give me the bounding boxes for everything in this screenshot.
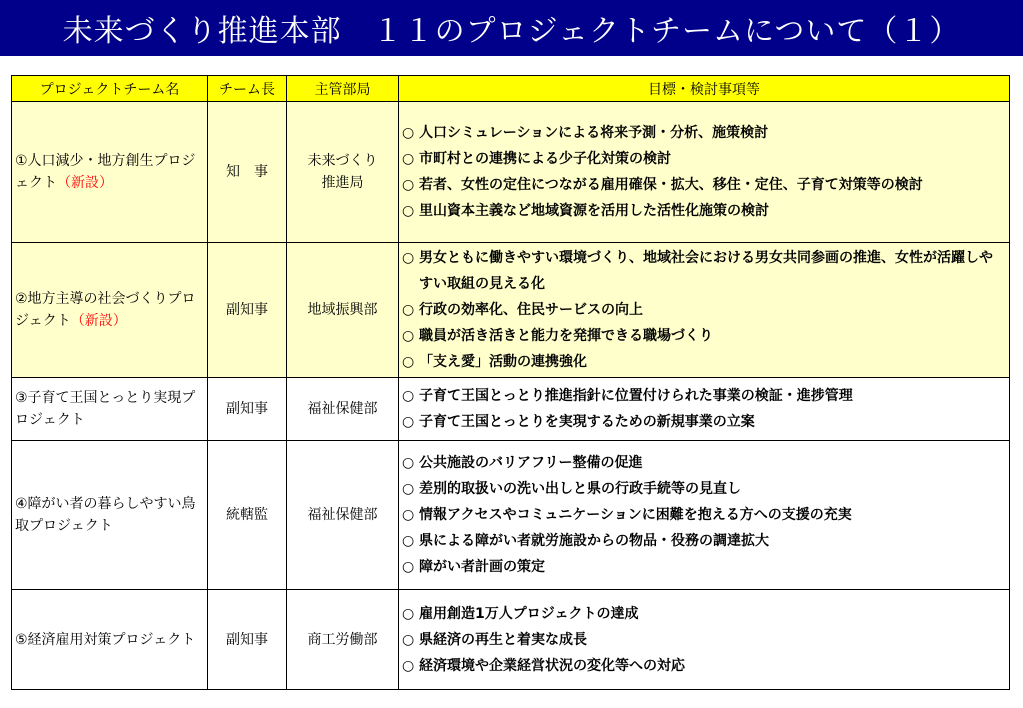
goals-cell [399, 378, 1010, 441]
goal-item [402, 323, 1005, 349]
table-row [12, 378, 1010, 441]
table-row [12, 441, 1010, 590]
team-name: ⑤経済雇用対策プロジェクト [15, 631, 196, 648]
department: 福祉保健部 [307, 401, 378, 417]
header-goals: 目標・検討事項等 [399, 76, 1010, 102]
circle-bullet-icon: ○ [402, 455, 415, 471]
team-name-cell [12, 378, 208, 441]
goal-item [402, 120, 1005, 146]
circle-bullet-icon: ○ [402, 151, 415, 167]
goal-item [402, 601, 1005, 627]
goal-text: 差別的取扱いの洗い出しと県の行政手続等の見直し [419, 481, 741, 497]
circle-bullet-icon: ○ [402, 507, 415, 523]
goal-item [402, 297, 1005, 323]
goals-cell [399, 441, 1010, 590]
goal-text: 経済環境や企業経営状況の変化等への対応 [419, 657, 685, 674]
goal-item [402, 476, 1005, 502]
goal-item [402, 198, 1005, 224]
circle-bullet-icon: ○ [402, 631, 415, 648]
table-header-row [12, 76, 1010, 102]
circle-bullet-icon: ○ [402, 481, 415, 497]
circle-bullet-icon: ○ [402, 388, 415, 404]
new-label: （新設） [70, 313, 127, 329]
goal-text: 「支え愛」活動の連携強化 [419, 354, 587, 370]
goal-item [402, 146, 1005, 172]
goal-item [402, 528, 1005, 554]
leader-cell [208, 441, 287, 590]
goal-text: 職員が活き活きと能力を発揮できる職場づくり [419, 328, 713, 344]
department-cell [287, 102, 399, 243]
team-name-cell [12, 243, 208, 378]
goal-text: 行政の効率化、住民サービスの向上 [419, 302, 643, 318]
goal-item [402, 383, 1005, 409]
goal-item [402, 172, 1005, 198]
team-leader: 副知事 [226, 401, 268, 417]
goal-item [402, 627, 1005, 653]
goal-text: 県経済の再生と着実な成長 [419, 631, 587, 648]
circle-bullet-icon: ○ [402, 250, 415, 266]
goals-cell [399, 590, 1010, 690]
goal-text: 雇用創造1万人プロジェクトの達成 [419, 605, 639, 622]
department: 未来づくり推進局 [307, 153, 378, 191]
circle-bullet-icon: ○ [402, 354, 415, 370]
goal-item [402, 450, 1005, 476]
department-cell [287, 243, 399, 378]
goal-item [402, 554, 1005, 580]
goal-text: 人口シミュレーションによる将来予測・分析、施策検討 [419, 125, 769, 141]
header-department: 主管部局 [287, 76, 399, 102]
goal-text: 若者、女性の定住につながる雇用確保・拡大、移住・定住、子育て対策等の検討 [419, 177, 923, 193]
team-name: ②地方主導の社会づくりプロジェクト [15, 291, 196, 329]
department: 地域振興部 [307, 302, 378, 318]
team-name-cell [12, 590, 208, 690]
circle-bullet-icon: ○ [402, 559, 415, 575]
circle-bullet-icon: ○ [402, 328, 415, 344]
goal-item [402, 653, 1005, 679]
goal-item [402, 502, 1005, 528]
table-row [12, 243, 1010, 378]
page-title: 未来づくり推進本部 １１のプロジェクトチームについて（１） [62, 14, 961, 49]
goals-cell [399, 102, 1010, 243]
title-bar [0, 0, 1023, 56]
goal-text: 市町村との連携による少子化対策の検討 [419, 151, 671, 167]
team-leader: 知 事 [226, 164, 268, 180]
leader-cell [208, 590, 287, 690]
goal-text: 男女ともに働きやすい環境づくり、地域社会における男女共同参画の推進、女性が活躍しやすい取組の見える化 [419, 250, 993, 292]
department-cell [287, 590, 399, 690]
department: 商工労働部 [307, 631, 378, 648]
table-row [12, 102, 1010, 243]
header-team-name: プロジェクトチーム名 [12, 76, 208, 102]
circle-bullet-icon: ○ [402, 203, 415, 219]
department-cell [287, 441, 399, 590]
circle-bullet-icon: ○ [402, 533, 415, 549]
circle-bullet-icon: ○ [402, 414, 415, 430]
goal-text: 子育て王国とっとりを実現するための新規事業の立案 [419, 414, 755, 430]
leader-cell [208, 243, 287, 378]
circle-bullet-icon: ○ [402, 125, 415, 141]
goal-text: 公共施設のバリアフリー整備の促進 [419, 455, 643, 471]
team-name: ④障がい者の暮らしやすい鳥取プロジェクト [15, 496, 196, 534]
goal-item [402, 349, 1005, 375]
goal-text: 障がい者計画の策定 [419, 559, 545, 575]
goal-text: 里山資本主義など地域資源を活用した活性化施策の検討 [419, 203, 769, 219]
leader-cell [208, 102, 287, 243]
team-name: ①人口減少・地方創生プロジェクト [15, 153, 196, 191]
goal-item [402, 245, 1005, 297]
team-leader: 副知事 [226, 302, 268, 318]
circle-bullet-icon: ○ [402, 657, 415, 674]
team-leader: 統轄監 [226, 507, 268, 523]
department-cell [287, 378, 399, 441]
circle-bullet-icon: ○ [402, 177, 415, 193]
goal-text: 県による障がい者就労施設からの物品・役務の調達拡大 [419, 533, 769, 549]
department: 福祉保健部 [307, 507, 378, 523]
goals-cell [399, 243, 1010, 378]
team-leader: 副知事 [226, 631, 268, 648]
leader-cell [208, 378, 287, 441]
header-leader: チーム長 [208, 76, 287, 102]
team-name: ③子育て王国とっとり実現プロジェクト [15, 390, 196, 428]
new-label: （新設） [57, 175, 113, 191]
goal-text: 子育て王国とっとり推進指針に位置付けられた事業の検証・進捗管理 [419, 388, 853, 404]
team-name-cell [12, 102, 208, 243]
team-name-cell [12, 441, 208, 590]
goal-text: 情報アクセスやコミュニケーションに困難を抱える方への支援の充実 [419, 507, 852, 523]
circle-bullet-icon: ○ [402, 302, 415, 318]
project-table [11, 75, 1010, 690]
goal-item [402, 409, 1005, 435]
table-row [12, 590, 1010, 690]
circle-bullet-icon: ○ [402, 605, 415, 622]
